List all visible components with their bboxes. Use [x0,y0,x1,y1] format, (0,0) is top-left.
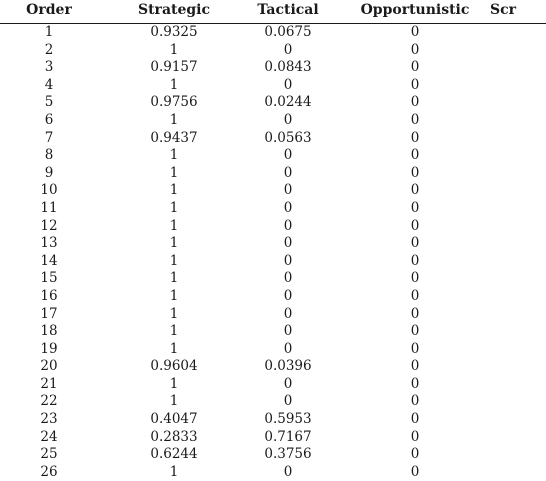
header-order: Order [0,0,112,24]
cell-opportunistic: 0 [340,464,490,481]
cell-truncated [490,112,546,130]
cell-opportunistic: 0 [340,42,490,60]
table-row [0,376,546,394]
cell-order: 5 [0,94,112,112]
cell-tactical: 0 [236,200,340,218]
cell-opportunistic: 0 [340,323,490,341]
cell-truncated [490,130,546,148]
cell-tactical: 0.0563 [236,130,340,148]
cell-strategic: 0.9437 [112,130,236,148]
cell-truncated [490,270,546,288]
cell-opportunistic: 0 [340,200,490,218]
cell-truncated [490,218,546,236]
cell-opportunistic: 0 [340,235,490,253]
cell-order: 23 [0,411,112,429]
cell-truncated [490,358,546,376]
cell-opportunistic: 0 [340,77,490,95]
cell-tactical: 0 [236,464,340,481]
cell-order: 19 [0,341,112,359]
cell-tactical: 0 [236,77,340,95]
cell-strategic: 0.6244 [112,446,236,464]
cell-truncated [490,341,546,359]
cell-opportunistic: 0 [340,341,490,359]
cell-strategic: 1 [112,147,236,165]
cell-tactical: 0.0244 [236,94,340,112]
table-row [0,112,546,130]
cell-order: 4 [0,77,112,95]
table-row [0,182,546,200]
cell-order: 7 [0,130,112,148]
table-row [0,323,546,341]
cell-order: 25 [0,446,112,464]
cell-truncated [490,165,546,183]
cell-opportunistic: 0 [340,182,490,200]
cell-order: 13 [0,235,112,253]
table-row [0,464,546,481]
cell-truncated [490,393,546,411]
header-tactical: Tactical [236,0,340,24]
cell-tactical: 0 [236,270,340,288]
cell-truncated [490,446,546,464]
cell-order: 20 [0,358,112,376]
cell-tactical: 0 [236,376,340,394]
table-row [0,24,546,42]
cell-opportunistic: 0 [340,112,490,130]
cell-truncated [490,323,546,341]
cell-tactical: 0 [236,341,340,359]
cell-order: 17 [0,306,112,324]
table-row [0,94,546,112]
cell-strategic: 1 [112,323,236,341]
cell-truncated [490,253,546,271]
cell-tactical: 0 [236,218,340,236]
cell-order: 24 [0,429,112,447]
table-row [0,130,546,148]
header-truncated: Scr [490,0,546,24]
cell-truncated [490,94,546,112]
cell-strategic: 1 [112,165,236,183]
cell-strategic: 0.9756 [112,94,236,112]
cell-tactical: 0.0843 [236,59,340,77]
cell-tactical: 0 [236,235,340,253]
cell-order: 16 [0,288,112,306]
cell-truncated [490,200,546,218]
cell-truncated [490,411,546,429]
table-row [0,429,546,447]
table-row [0,147,546,165]
table-row [0,358,546,376]
cell-opportunistic: 0 [340,429,490,447]
cell-order: 22 [0,393,112,411]
cell-opportunistic: 0 [340,376,490,394]
table-row [0,411,546,429]
cell-strategic: 1 [112,464,236,481]
cell-opportunistic: 0 [340,165,490,183]
cell-tactical: 0 [236,182,340,200]
cell-truncated [490,464,546,481]
header-strategic: Strategic [112,0,236,24]
cell-strategic: 0.4047 [112,411,236,429]
cell-order: 1 [0,24,112,42]
cell-tactical: 0 [236,288,340,306]
cell-strategic: 1 [112,77,236,95]
cell-opportunistic: 0 [340,94,490,112]
cell-strategic: 0.9325 [112,24,236,42]
cell-tactical: 0 [236,253,340,271]
cell-tactical: 0.5953 [236,411,340,429]
cell-strategic: 1 [112,341,236,359]
table-row [0,341,546,359]
cell-strategic: 0.9604 [112,358,236,376]
cell-opportunistic: 0 [340,24,490,42]
cell-strategic: 1 [112,393,236,411]
cell-strategic: 1 [112,235,236,253]
table-row [0,218,546,236]
cell-order: 6 [0,112,112,130]
cell-order: 10 [0,182,112,200]
cell-strategic: 1 [112,112,236,130]
cell-strategic: 1 [112,218,236,236]
cell-strategic: 1 [112,306,236,324]
table-row [0,288,546,306]
cell-strategic: 1 [112,253,236,271]
cell-tactical: 0.0396 [236,358,340,376]
table-row [0,165,546,183]
cell-opportunistic: 0 [340,147,490,165]
cell-truncated [490,235,546,253]
table-row [0,270,546,288]
table-row [0,393,546,411]
cell-opportunistic: 0 [340,270,490,288]
cell-strategic: 1 [112,270,236,288]
table-row [0,77,546,95]
table-body [0,24,546,481]
cell-order: 2 [0,42,112,60]
cell-opportunistic: 0 [340,253,490,271]
cell-opportunistic: 0 [340,446,490,464]
cell-order: 18 [0,323,112,341]
cell-order: 21 [0,376,112,394]
cell-strategic: 1 [112,182,236,200]
cell-tactical: 0.3756 [236,446,340,464]
cell-truncated [490,42,546,60]
cell-opportunistic: 0 [340,306,490,324]
cell-opportunistic: 0 [340,130,490,148]
cell-strategic: 1 [112,42,236,60]
cell-strategic: 0.2833 [112,429,236,447]
cell-opportunistic: 0 [340,288,490,306]
cell-truncated [490,429,546,447]
table-header-row [0,0,546,24]
table-row [0,306,546,324]
cell-truncated [490,77,546,95]
cell-order: 14 [0,253,112,271]
cell-truncated [490,288,546,306]
cell-tactical: 0 [236,393,340,411]
cell-order: 3 [0,59,112,77]
cell-opportunistic: 0 [340,411,490,429]
cell-truncated [490,24,546,42]
cell-opportunistic: 0 [340,358,490,376]
cell-tactical: 0 [236,147,340,165]
cell-opportunistic: 0 [340,393,490,411]
table-row [0,59,546,77]
cell-order: 9 [0,165,112,183]
cell-tactical: 0 [236,323,340,341]
cell-tactical: 0.7167 [236,429,340,447]
cell-opportunistic: 0 [340,218,490,236]
cell-truncated [490,306,546,324]
cell-order: 15 [0,270,112,288]
cell-strategic: 1 [112,376,236,394]
table-row [0,42,546,60]
cell-strategic: 1 [112,200,236,218]
cell-order: 26 [0,464,112,481]
cell-truncated [490,182,546,200]
cell-strategic: 1 [112,288,236,306]
cell-tactical: 0 [236,306,340,324]
cell-strategic: 0.9157 [112,59,236,77]
table-row [0,235,546,253]
cell-opportunistic: 0 [340,59,490,77]
table-row [0,446,546,464]
cell-order: 12 [0,218,112,236]
cell-tactical: 0 [236,112,340,130]
table-row [0,200,546,218]
table-row [0,253,546,271]
header-opportunistic: Opportunistic [340,0,490,24]
cell-tactical: 0.0675 [236,24,340,42]
cell-order: 11 [0,200,112,218]
cell-truncated [490,376,546,394]
cell-tactical: 0 [236,42,340,60]
cell-order: 8 [0,147,112,165]
cell-truncated [490,59,546,77]
cell-truncated [490,147,546,165]
cell-tactical: 0 [236,165,340,183]
